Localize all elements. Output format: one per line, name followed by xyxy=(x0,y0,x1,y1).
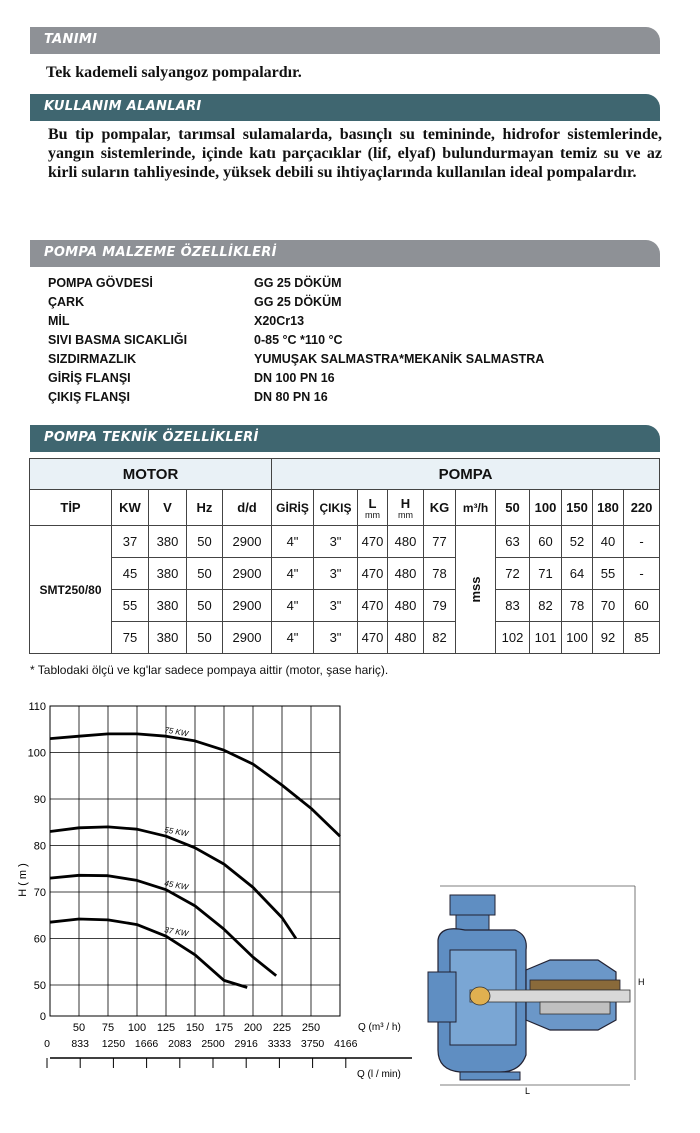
cell-q180: 40 xyxy=(593,526,624,558)
dim-label-h: H xyxy=(638,977,645,987)
section-header-definition xyxy=(30,27,660,54)
x2-tick-label: 3750 xyxy=(300,1038,325,1050)
col-l-label: L xyxy=(368,495,377,511)
section-header-materials xyxy=(30,240,660,267)
col-q220: 220 xyxy=(624,490,660,526)
cell-q50: 83 xyxy=(496,590,530,622)
cell-q150: 52 xyxy=(562,526,593,558)
cell-q180: 92 xyxy=(593,622,624,654)
cell-dd: 2900 xyxy=(223,526,272,558)
y-tick-label: 50 xyxy=(33,980,46,992)
cell-cikis: 3" xyxy=(314,590,358,622)
col-q50: 50 xyxy=(496,490,530,526)
col-q180: 180 xyxy=(593,490,624,526)
section-title: TANIMI xyxy=(44,32,98,47)
cell-l: 470 xyxy=(358,558,388,590)
material-label: POMPA GÖVDESİ xyxy=(48,276,153,290)
x2-axis-label: Q (l / min) xyxy=(357,1069,401,1080)
y-tick-label: 0 xyxy=(39,1011,46,1023)
cell-q180: 70 xyxy=(593,590,624,622)
cell-l: 470 xyxy=(358,590,388,622)
cell-kw: 37 xyxy=(112,526,149,558)
pump-foot xyxy=(460,1072,520,1080)
cell-giris: 4" xyxy=(272,590,314,622)
material-label: ÇIKIŞ FLANŞI xyxy=(48,390,130,404)
cell-giris: 4" xyxy=(272,622,314,654)
x-axis-label: Q (m³ / h) xyxy=(358,1022,401,1033)
col-m3h: m³/h xyxy=(456,490,496,526)
impeller-nut xyxy=(470,987,490,1005)
x2-tick-label: 4166 xyxy=(334,1038,358,1050)
outlet-flange xyxy=(450,895,495,915)
material-value: YUMUŞAK SALMASTRA*MEKANİK SALMASTRA xyxy=(254,352,545,366)
cell-q150: 64 xyxy=(562,558,593,590)
x2-tick-label: 2083 xyxy=(168,1038,192,1050)
table-row xyxy=(30,558,660,590)
chart-grid xyxy=(50,706,340,1016)
col-h-label: H xyxy=(400,495,411,511)
cell-dd: 2900 xyxy=(223,590,272,622)
y-tick-label: 60 xyxy=(33,933,46,946)
y-tick-labels xyxy=(28,701,46,1023)
unit-mm: mm xyxy=(398,509,413,520)
col-q150: 150 xyxy=(562,490,593,526)
col-q100: 100 xyxy=(530,490,562,526)
material-label: MİL xyxy=(48,314,70,328)
material-label: ÇARK xyxy=(48,295,85,309)
cell-kg: 78 xyxy=(424,558,456,590)
cell-h: 480 xyxy=(388,558,424,590)
cell-l: 470 xyxy=(358,526,388,558)
cell-v: 380 xyxy=(149,558,187,590)
cell-q100: 82 xyxy=(530,590,562,622)
x2-tick-label: 3333 xyxy=(267,1038,292,1050)
x2-tick-label: 1666 xyxy=(134,1038,159,1050)
section-title: POMPA MALZEME ÖZELLİKLERİ xyxy=(44,245,277,260)
cell-kg: 77 xyxy=(424,526,456,558)
y-tick-label: 110 xyxy=(28,701,46,713)
performance-chart xyxy=(0,690,420,1090)
x-tick-label: 50 xyxy=(72,1022,86,1034)
curve-label: 45 KW xyxy=(163,878,189,892)
y-tick-label: 90 xyxy=(33,794,46,806)
x-tick-label: 150 xyxy=(185,1022,205,1034)
col-v: V xyxy=(149,490,187,526)
section-title: KULLANIM ALANLARI xyxy=(44,99,202,114)
motor-group-header: MOTOR xyxy=(30,459,272,490)
y-tick-label: 70 xyxy=(33,887,46,899)
cell-q100: 60 xyxy=(530,526,562,558)
table-footnote: * Tablodaki ölçü ve kg'lar sadece pompaya aittir (motor, şase hariç). xyxy=(30,663,389,677)
col-tip: TİP xyxy=(30,490,112,526)
curve-label: 37 KW xyxy=(163,925,189,939)
col-kg: KG xyxy=(424,490,456,526)
x-tick-label: 100 xyxy=(127,1022,147,1034)
section-header-usage xyxy=(30,94,660,121)
mss-cell xyxy=(456,526,496,654)
col-giris: GİRİŞ xyxy=(272,490,314,526)
curve-45-kw xyxy=(50,875,276,975)
x-tick-label: 250 xyxy=(301,1022,321,1034)
cell-kw: 45 xyxy=(112,558,149,590)
x2-tick-label: 2916 xyxy=(234,1038,258,1050)
cell-hz: 50 xyxy=(187,622,223,654)
cell-dd: 2900 xyxy=(223,622,272,654)
cell-kg: 79 xyxy=(424,590,456,622)
inlet-flange xyxy=(428,972,456,1022)
cell-q150: 100 xyxy=(562,622,593,654)
mss-label: mss xyxy=(468,576,483,603)
cell-kw: 75 xyxy=(112,622,149,654)
table-row xyxy=(30,526,660,558)
cell-h: 480 xyxy=(388,590,424,622)
shaft-lower xyxy=(540,1002,610,1014)
col-h xyxy=(388,490,424,526)
y-tick-label: 100 xyxy=(27,747,46,760)
curve-37-kw xyxy=(50,919,247,988)
col-hz: Hz xyxy=(187,490,223,526)
y-tick-label: 80 xyxy=(33,840,46,853)
curve-label: 75 KW xyxy=(163,725,189,739)
x2-tick-labels xyxy=(44,1038,412,1068)
section-title: POMPA TEKNİK ÖZELLİKLERİ xyxy=(44,430,259,445)
cell-q180: 55 xyxy=(593,558,624,590)
cell-v: 380 xyxy=(149,526,187,558)
cell-q220: 85 xyxy=(624,622,660,654)
cell-q100: 71 xyxy=(530,558,562,590)
x-tick-label: 75 xyxy=(101,1022,115,1034)
x-tick-label: 175 xyxy=(214,1022,234,1034)
cell-l: 470 xyxy=(358,622,388,654)
section-header-technical xyxy=(30,425,660,452)
col-l xyxy=(358,490,388,526)
curve-label: 55 KW xyxy=(163,825,189,839)
pump-cross-section-drawing xyxy=(420,880,660,1095)
cell-giris: 4" xyxy=(272,558,314,590)
cell-h: 480 xyxy=(388,622,424,654)
cell-cikis: 3" xyxy=(314,558,358,590)
y-axis-label: H ( m ) xyxy=(17,863,29,897)
col-cikis: ÇIKIŞ xyxy=(314,490,358,526)
usage-text: Bu tip pompalar, tarımsal sulamalarda, basınçlı su temininde, hidrofor sistemlerinde, yangın sistemlerinde, içinde katı parçacıklar (lif, elyaf) bulundurmayan temiz su ve az kirli suların tahliyesinde, yüksek debili su ihtiyaçlarında kullanılan ideal pompalardır. xyxy=(48,126,662,181)
cell-kw: 55 xyxy=(112,590,149,622)
dim-label-l: L xyxy=(525,1086,531,1095)
shaft xyxy=(470,990,630,1002)
cell-q150: 78 xyxy=(562,590,593,622)
x-tick-label: 200 xyxy=(243,1022,263,1034)
shaft-upper xyxy=(530,980,620,990)
cell-q220: 60 xyxy=(624,590,660,622)
cell-q220: - xyxy=(624,526,660,558)
x2-tick-label: 833 xyxy=(71,1038,89,1050)
material-label: GİRİŞ FLANŞI xyxy=(48,371,131,385)
cell-cikis: 3" xyxy=(314,526,358,558)
cell-h: 480 xyxy=(388,526,424,558)
cell-q50: 63 xyxy=(496,526,530,558)
cell-v: 380 xyxy=(149,622,187,654)
x2-tick-label: 1250 xyxy=(101,1038,126,1050)
unit-mm: mm xyxy=(365,509,380,520)
x-tick-label: 125 xyxy=(156,1022,176,1034)
cell-cikis: 3" xyxy=(314,622,358,654)
pump-group-header: POMPA xyxy=(272,459,660,490)
material-value: DN 100 PN 16 xyxy=(254,371,335,385)
material-label: SIZDIRMAZLIK xyxy=(48,352,137,366)
cell-q220: - xyxy=(624,558,660,590)
x2-tick-label: 2500 xyxy=(201,1038,225,1050)
cell-q50: 102 xyxy=(496,622,530,654)
x-tick-label: 225 xyxy=(272,1022,292,1034)
table-row xyxy=(30,590,660,622)
cell-kg: 82 xyxy=(424,622,456,654)
x2-tick-label: 0 xyxy=(44,1038,50,1050)
cell-hz: 50 xyxy=(187,558,223,590)
cell-hz: 50 xyxy=(187,590,223,622)
cell-hz: 50 xyxy=(187,526,223,558)
material-value: X20Cr13 xyxy=(254,314,305,328)
material-value: GG 25 DÖKÜM xyxy=(254,276,342,290)
cell-giris: 4" xyxy=(272,526,314,558)
cell-dd: 2900 xyxy=(223,558,272,590)
table-row xyxy=(30,622,660,654)
material-label: SIVI BASMA SICAKLIĞI xyxy=(48,333,188,347)
cell-q100: 101 xyxy=(530,622,562,654)
definition-text: Tek kademeli salyangoz pompalardır. xyxy=(46,64,302,81)
material-value: DN 80 PN 16 xyxy=(254,390,328,404)
material-value: 0-85 °C *110 °C xyxy=(254,333,343,347)
cell-v: 380 xyxy=(149,590,187,622)
cell-q50: 72 xyxy=(496,558,530,590)
spec-table xyxy=(29,458,660,654)
model-cell: SMT250/80 xyxy=(30,526,112,654)
col-dd: d/d xyxy=(223,490,272,526)
material-value: GG 25 DÖKÜM xyxy=(254,295,342,309)
x-tick-labels xyxy=(73,1022,320,1034)
col-kw: KW xyxy=(112,490,149,526)
